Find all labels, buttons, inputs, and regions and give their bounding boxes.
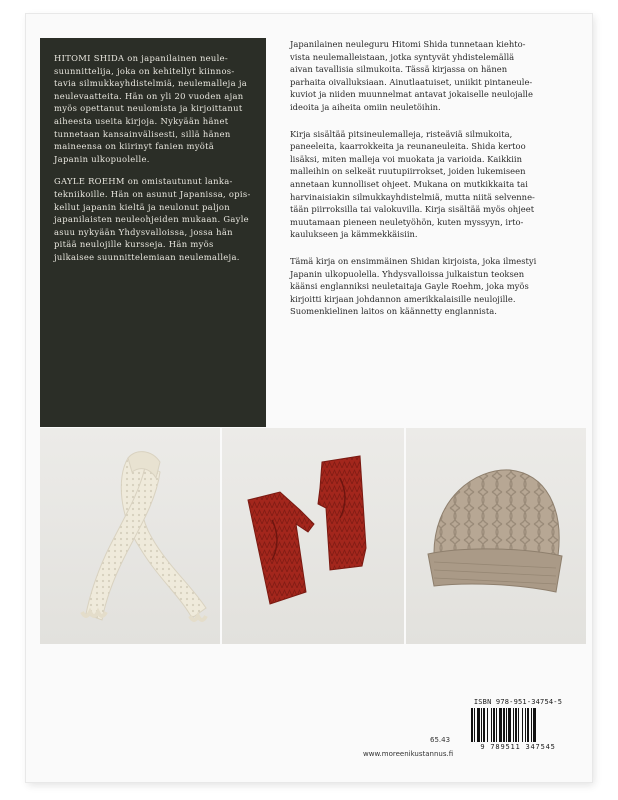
mitts-photo [222,428,404,644]
beanie-photo [406,428,586,644]
classification-code: 65.43 [430,736,451,744]
author-bio-panel [40,38,266,427]
description-paragraph: Tämä kirja on ensimmäinen Shidan kirjoista, joka ilmestyi Japanin ulkopuolella. Yhdysvalloissa julkaistun teoksen käänsi englanniksi neuletaitaja Gayle Roehm, joka myös kirjoitti kirjaan johdannon amerikkalaisille neulojille. Suomenkielinen laitos on käännetty englannista. [290,255,537,317]
book-description [290,38,580,332]
barcode-icon [469,708,567,742]
product-photo-strip [40,428,586,644]
isbn-number: ISBN 978-951-34754-5 [473,698,563,706]
author-bio-gayle-roehm: GAYLE ROEHM on omistautunut lanka- tekniikoille. Hän on asunut Japanissa, opis- kellut japanin kieltä ja neulonut paljon japanilaisten neuleohjeiden mukaan. Gayle asuu nykyään Yhdysvalloissa, jossa hän pitää neulojille kursseja. Hän myös julkaisee suunnittelemiaan neulemalleja. [54,176,251,262]
isbn-barcode [466,698,570,751]
scarf-photo [40,428,220,644]
description-paragraph: Japanilainen neuleguru Hitomi Shida tunnetaan kiehto- vista neulemalleistaan, jotka syntyvät yhdistelemällä aivan tavallisia silmukoita. Tässä kirjassa on hänen parhaita oivalluksiaan. Ainutlaatuiset, uniikit pintaneule- kuviot ja niiden muunnelmat antavat jokaiselle neulojalle ideoita ja aiheita omiin neuletöihin. [290,39,533,112]
publisher-website[interactable]: www.moreenikustannus.fi [363,750,454,758]
author-bio-hitomi-shida: HITOMI SHIDA on japanilainen neule- suunnittelija, joka on kehitellyt kiinnos- tavia silmukkayhdistelmiä, neulemalleja ja neulevaatteita. Hän on yli 20 vuoden ajan myös opettanut neulomista ja kirjoittanut aiheesta useita kirjoja. Nykyään hänet tunnetaan kansainvälisesti, sillä hänen maineensa on kiirinyt fanien myötä Japanin ulkopuolelle. [54,53,248,164]
book-back-cover [26,14,592,782]
description-paragraph: Kirja sisältää pitsineulemalleja, risteäviä silmukoita, paneeleita, kaarrokkeita ja reunaneuleita. Shida kertoo lisäksi, miten malleja voi muokata ja varioida. Kaikkiin malleihin on selkeät ruutupiirrokset, joiden lukemiseen annetaan kunnolliset ohjeet. Mukana on mutkikkaita tai harvinaisiakin silmukkayhdistelmiä, mutta niitä selvenne- tään piirroksilla tai valokuvilla. Kirja sisältää myös ohjeet muutamaan pieneen neuletyöhön, kuten myssyyn, irto- kaulukseen ja kämmekkäisiin. [290,128,535,240]
barcode-digits: 9 789511 347545 [480,743,556,751]
